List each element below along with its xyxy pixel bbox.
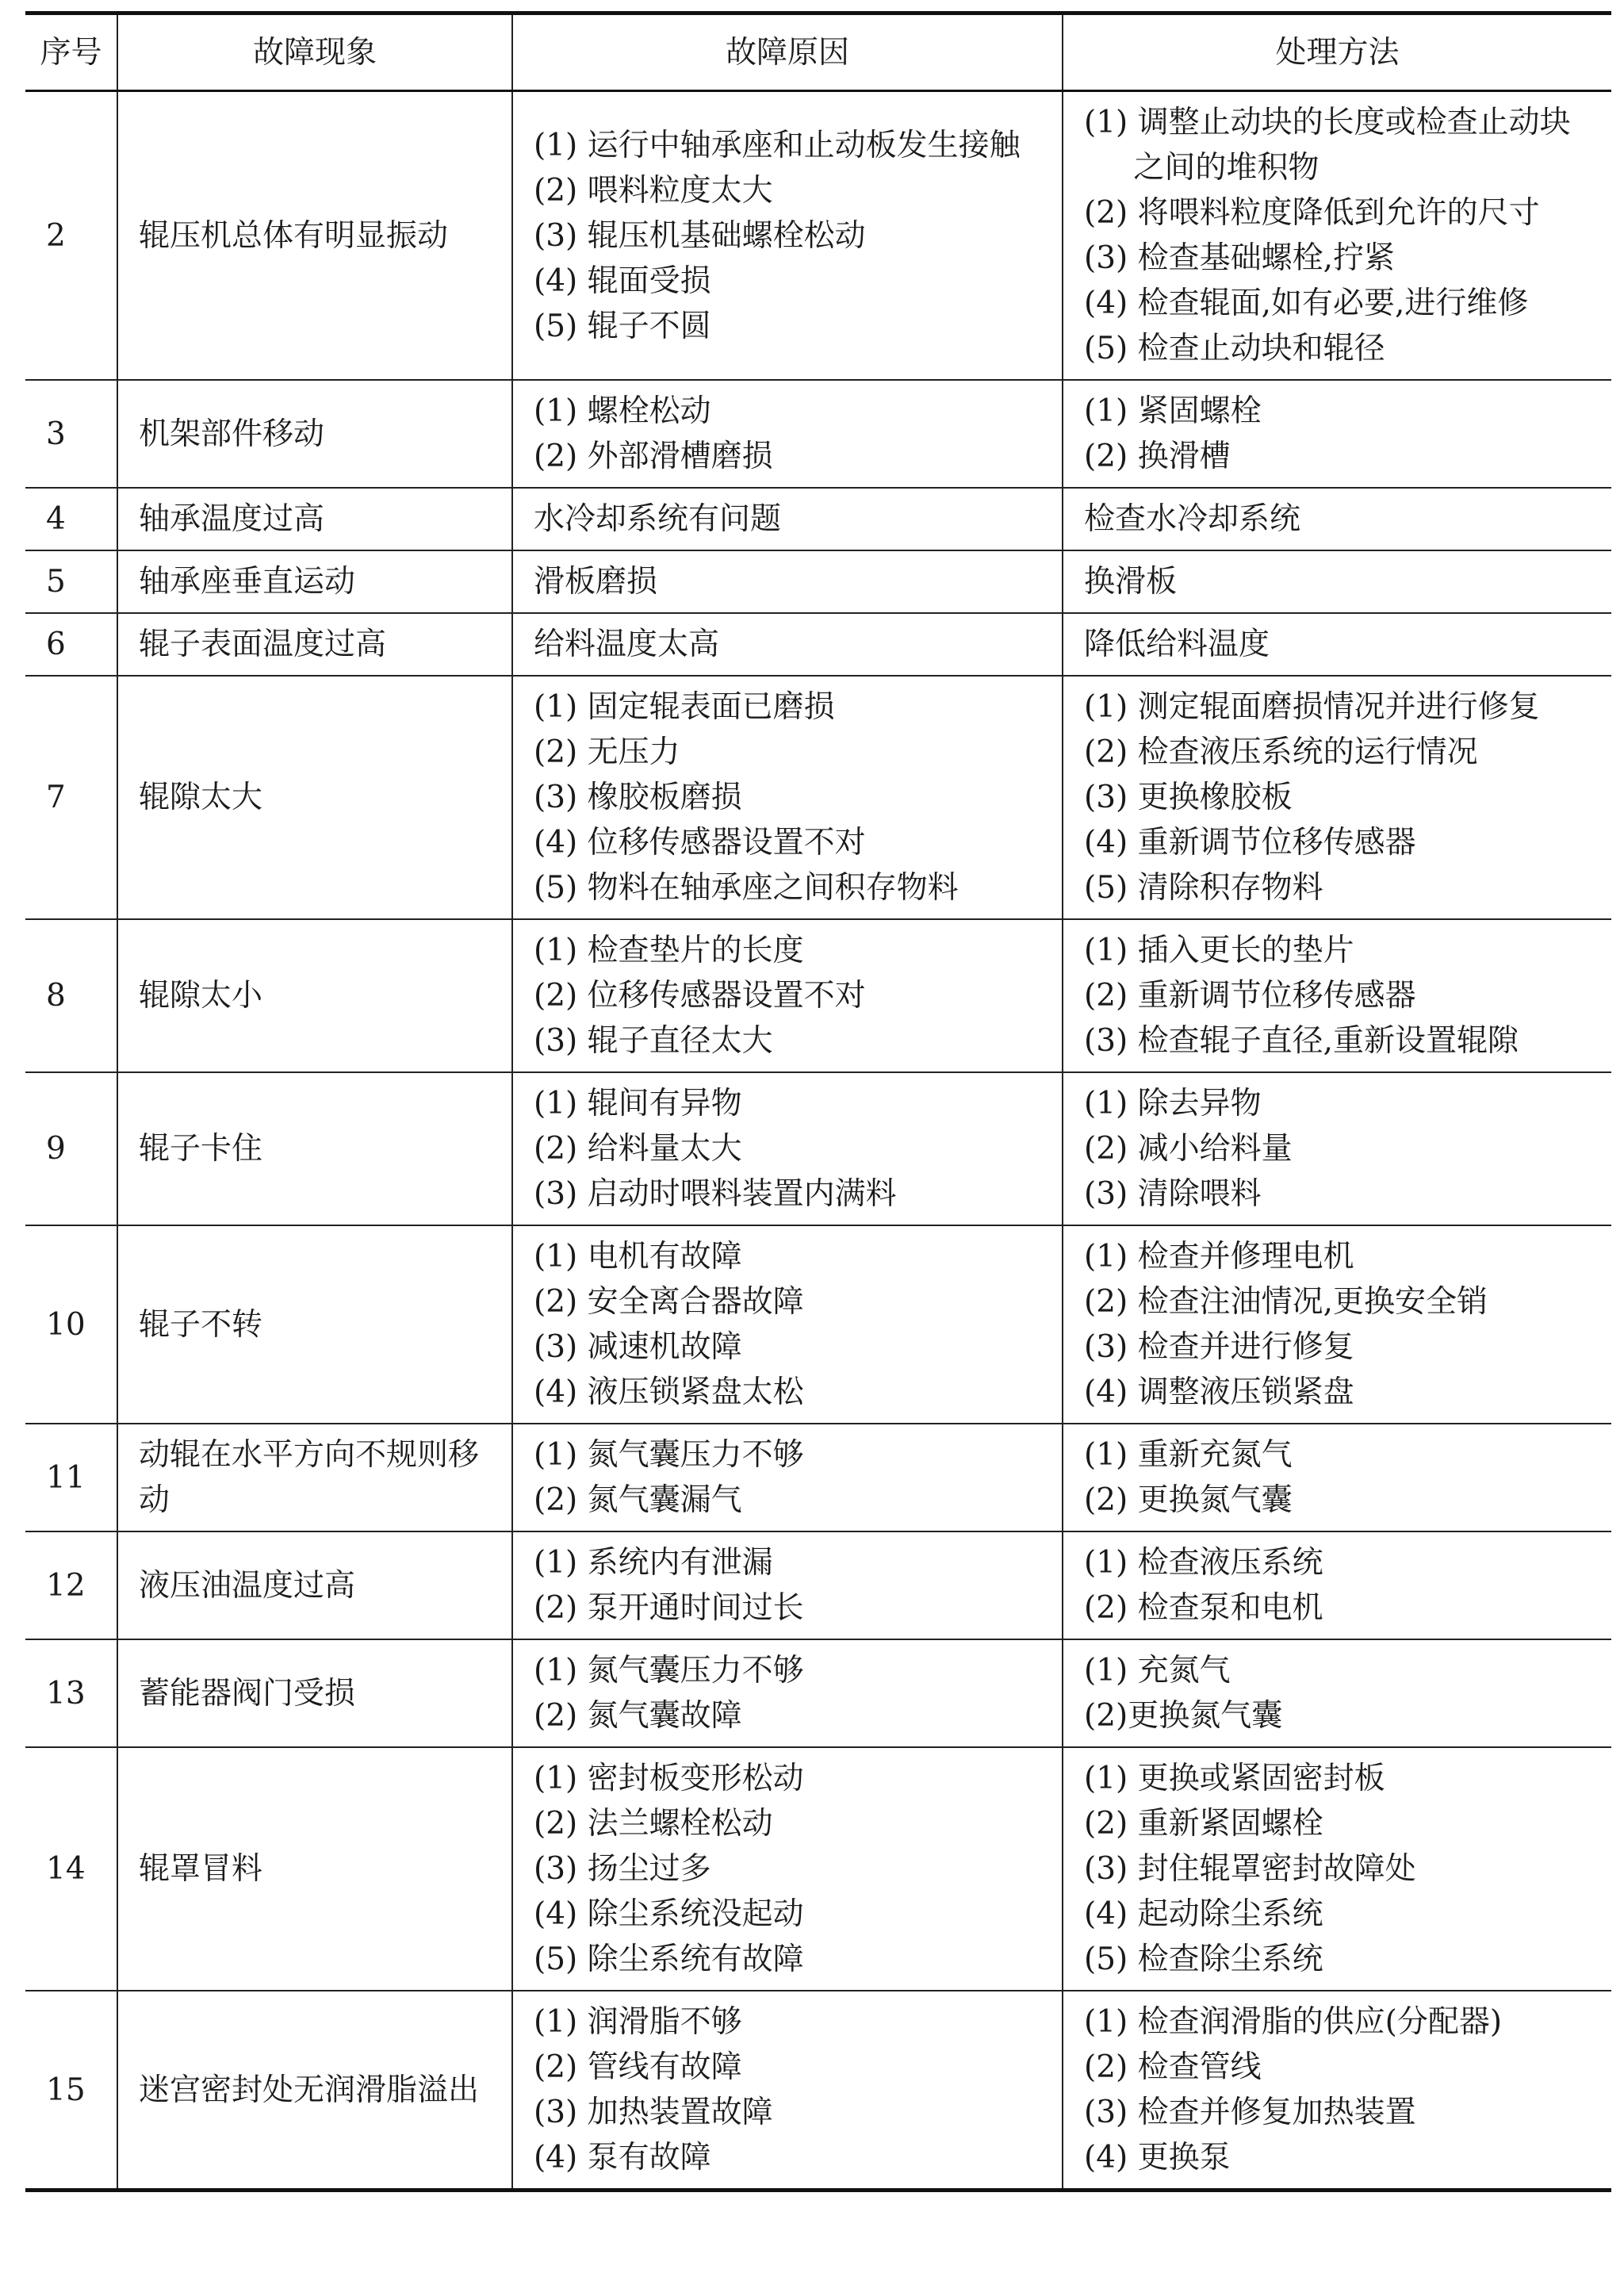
fault-cause-item: (1) 固定辊表面已磨损 <box>534 689 835 725</box>
fault-remedy-item: (1) 检查并修理电机 <box>1084 1239 1354 1275</box>
fault-cause-item: (3) 扬尘过多 <box>534 1851 711 1887</box>
fault-remedy-cell <box>1063 550 1611 613</box>
table-header <box>25 13 1611 91</box>
fault-cause-cell <box>512 1424 1063 1531</box>
fault-remedy-cell <box>1063 380 1611 488</box>
fault-remedy-cell <box>1063 1424 1611 1531</box>
fault-symptom-text: 迷宫密封处无润滑脂溢出 <box>139 2072 480 2108</box>
fault-remedy-item: (5) 清除积存物料 <box>1084 870 1323 906</box>
fault-symptom <box>117 380 512 488</box>
table-row <box>25 1072 1611 1225</box>
fault-remedy-item: (2) 将喂料粒度降低到允许的尺寸 <box>1084 195 1540 231</box>
fault-cause-cell <box>512 1225 1063 1424</box>
fault-cause-item: (4) 泵有故障 <box>534 2140 711 2175</box>
fault-remedy-item: (3) 封住辊罩密封故障处 <box>1084 1851 1416 1887</box>
table-row <box>25 91 1611 381</box>
fault-remedy-cell <box>1063 919 1611 1072</box>
fault-cause-item: (1) 电机有故障 <box>534 1239 742 1275</box>
header-row <box>25 13 1611 91</box>
table-row <box>25 1991 1611 2191</box>
fault-cause-item: (1) 氮气囊压力不够 <box>534 1437 804 1473</box>
fault-remedy-cell <box>1063 613 1611 676</box>
fault-cause-cell <box>512 1639 1063 1747</box>
fault-symptom-text: 辊子表面温度过高 <box>139 627 387 662</box>
fault-remedy-item: (2) 重新紧固螺栓 <box>1084 1806 1323 1842</box>
fault-cause-item: (1) 密封板变形松动 <box>534 1761 804 1796</box>
fault-symptom <box>117 1991 512 2191</box>
fault-remedy-item: (4) 调整液压锁紧盘 <box>1084 1374 1354 1410</box>
fault-remedy-item: (1) 检查润滑脂的供应(分配器) <box>1084 2004 1503 2040</box>
fault-remedy-item: (3) 检查基础螺栓,拧紧 <box>1084 240 1396 276</box>
fault-cause-item: (2) 喂料粒度太大 <box>534 172 773 209</box>
fault-symptom-text: 辊隙太大 <box>139 780 263 815</box>
fault-cause-item: (2) 安全离合器故障 <box>534 1284 804 1320</box>
table-row <box>25 613 1611 676</box>
row-number: 9 <box>25 1072 117 1225</box>
fault-cause-cell <box>512 91 1063 381</box>
header-symptom: 故障现象 <box>117 13 512 91</box>
fault-cause-item: (1) 螺栓松动 <box>534 393 711 429</box>
fault-cause-cell <box>512 1991 1063 2191</box>
fault-remedy-item: (3) 检查并修复加热装置 <box>1084 2095 1416 2130</box>
row-number: 6 <box>25 613 117 676</box>
fault-remedy-item: 降低给料温度 <box>1084 627 1270 662</box>
fault-symptom-text: 辊隙太小 <box>139 978 263 1014</box>
fault-cause-item: 给料温度太高 <box>534 627 720 662</box>
fault-cause-item: (3) 橡胶板磨损 <box>534 780 742 815</box>
fault-cause-item: (1) 系统内有泄漏 <box>534 1545 773 1581</box>
fault-remedy-item: (2) 检查泵和电机 <box>1084 1590 1323 1626</box>
fault-remedy-cell <box>1063 1531 1611 1639</box>
row-number: 14 <box>25 1747 117 1991</box>
fault-cause-cell <box>512 676 1063 919</box>
fault-remedy-item: (5) 检查止动块和辊径 <box>1084 331 1385 366</box>
fault-remedy-cell <box>1063 488 1611 550</box>
row-number: 8 <box>25 919 117 1072</box>
row-number: 15 <box>25 1991 117 2191</box>
fault-remedy-cell <box>1063 1072 1611 1225</box>
fault-cause-item: (3) 启动时喂料装置内满料 <box>534 1176 897 1212</box>
fault-cause-item: 水冷却系统有问题 <box>534 501 782 537</box>
fault-remedy-item: (2) 检查注油情况,更换安全销 <box>1084 1284 1488 1320</box>
header-cause: 故障原因 <box>512 13 1063 91</box>
fault-remedy-item: (3) 检查辊子直径,重新设置辊隙 <box>1084 1023 1519 1059</box>
fault-symptom <box>117 91 512 381</box>
header-remedy: 处理方法 <box>1063 13 1611 91</box>
fault-remedy-cell <box>1063 91 1611 381</box>
fault-symptom-text: 辊罩冒料 <box>139 1851 263 1887</box>
fault-remedy-item: (1) 更换或紧固密封板 <box>1084 1761 1385 1796</box>
fault-symptom-text: 动辊在水平方向不规则移动 <box>139 1437 480 1518</box>
fault-remedy-item: (2) 减小给料量 <box>1084 1131 1293 1167</box>
fault-cause-item: (3) 减速机故障 <box>534 1329 742 1365</box>
fault-symptom-text: 轴承座垂直运动 <box>139 564 356 600</box>
table-row <box>25 919 1611 1072</box>
fault-symptom <box>117 613 512 676</box>
fault-cause-item: (2) 管线有故障 <box>534 2049 742 2085</box>
fault-symptom-text: 液压油温度过高 <box>139 1567 356 1604</box>
fault-cause-item: (3) 辊压机基础螺栓松动 <box>534 217 866 254</box>
fault-symptom <box>117 1424 512 1531</box>
fault-cause-item: (4) 位移传感器设置不对 <box>534 825 866 861</box>
fault-remedy-item: 检查水冷却系统 <box>1084 501 1301 537</box>
fault-remedy-item: (4) 检查辊面,如有必要,进行维修 <box>1084 286 1529 321</box>
fault-cause-item: (2) 泵开通时间过长 <box>534 1590 804 1626</box>
fault-symptom-text: 辊压机总体有明显振动 <box>139 217 449 254</box>
fault-remedy-cell <box>1063 676 1611 919</box>
fault-remedy-item: (1) 紧固螺栓 <box>1084 393 1262 429</box>
fault-cause-item: (2) 氮气囊故障 <box>534 1698 742 1734</box>
fault-cause-cell <box>512 380 1063 488</box>
fault-remedy-item: (3) 更换橡胶板 <box>1084 780 1293 815</box>
row-number: 7 <box>25 676 117 919</box>
header-no: 序号 <box>25 13 117 91</box>
fault-cause-item: (3) 加热装置故障 <box>534 2095 773 2130</box>
fault-remedy-item: (4) 更换泵 <box>1084 2140 1231 2175</box>
fault-remedy-cell <box>1063 1639 1611 1747</box>
fault-symptom-text: 辊子不转 <box>139 1306 263 1343</box>
fault-cause-item: (4) 辊面受损 <box>534 263 711 299</box>
fault-cause-item: (2) 法兰螺栓松动 <box>534 1806 773 1842</box>
table-row <box>25 1639 1611 1747</box>
fault-symptom <box>117 919 512 1072</box>
fault-symptom-text: 机架部件移动 <box>139 416 325 452</box>
fault-remedy-item: (5) 检查除尘系统 <box>1084 1942 1323 1977</box>
fault-cause-item: (1) 运行中轴承座和止动板发生接触 <box>534 127 1021 163</box>
fault-symptom <box>117 1639 512 1747</box>
fault-cause-item: (5) 物料在轴承座之间积存物料 <box>534 870 959 906</box>
fault-remedy-item: (1) 插入更长的垫片 <box>1084 933 1354 968</box>
fault-remedy-cell <box>1063 1747 1611 1991</box>
fault-remedy-item: (3) 清除喂料 <box>1084 1176 1262 1212</box>
fault-cause-item: (5) 辊子不圆 <box>534 308 711 344</box>
fault-symptom-text: 轴承温度过高 <box>139 501 325 537</box>
fault-remedy-item: (1) 充氮气 <box>1084 1653 1231 1689</box>
row-number: 10 <box>25 1225 117 1424</box>
fault-symptom <box>117 1225 512 1424</box>
table-row <box>25 1531 1611 1639</box>
table-row <box>25 488 1611 550</box>
fault-remedy-item: (2)更换氮气囊 <box>1084 1698 1283 1734</box>
fault-remedy-item: 换滑板 <box>1084 564 1178 600</box>
fault-remedy-item: (2) 重新调节位移传感器 <box>1084 978 1416 1014</box>
fault-symptom-text: 辊子卡住 <box>139 1131 263 1167</box>
row-number: 13 <box>25 1639 117 1747</box>
fault-remedy-item: (1) 测定辊面磨损情况并进行修复 <box>1084 689 1540 725</box>
row-number: 4 <box>25 488 117 550</box>
fault-cause-item: (2) 给料量太大 <box>534 1131 742 1167</box>
fault-remedy-item: (1) 调整止动块的长度或检查止动块之间的堆积物 <box>1084 105 1571 186</box>
fault-cause-item: 滑板磨损 <box>534 564 658 600</box>
fault-cause-item: (2) 位移传感器设置不对 <box>534 978 866 1014</box>
fault-remedy-item: (2) 换滑槽 <box>1084 439 1231 474</box>
fault-cause-cell <box>512 1072 1063 1225</box>
fault-remedy-item: (1) 重新充氮气 <box>1084 1437 1293 1473</box>
table-row <box>25 676 1611 919</box>
fault-cause-item: (1) 检查垫片的长度 <box>534 933 804 968</box>
fault-symptom-text: 蓄能器阀门受损 <box>139 1675 356 1712</box>
fault-remedy-cell <box>1063 1225 1611 1424</box>
row-number: 11 <box>25 1424 117 1531</box>
fault-cause-cell <box>512 1747 1063 1991</box>
row-number: 5 <box>25 550 117 613</box>
fault-cause-item: (3) 辊子直径太大 <box>534 1023 773 1059</box>
fault-symptom <box>117 1531 512 1639</box>
table-row <box>25 1225 1611 1424</box>
fault-cause-cell <box>512 1531 1063 1639</box>
fault-cause-item: (1) 氮气囊压力不够 <box>534 1653 804 1689</box>
fault-cause-cell <box>512 919 1063 1072</box>
row-number: 3 <box>25 380 117 488</box>
table-row <box>25 1424 1611 1531</box>
fault-remedy-cell <box>1063 1991 1611 2191</box>
table-row <box>25 550 1611 613</box>
fault-table <box>25 11 1611 2192</box>
fault-cause-cell <box>512 550 1063 613</box>
table-row <box>25 1747 1611 1991</box>
fault-cause-item: (4) 除尘系统没起动 <box>534 1896 804 1932</box>
row-number: 2 <box>25 91 117 381</box>
fault-symptom <box>117 1072 512 1225</box>
fault-cause-item: (2) 无压力 <box>534 734 680 770</box>
fault-cause-item: (2) 外部滑槽磨损 <box>534 439 773 474</box>
fault-cause-cell <box>512 613 1063 676</box>
fault-symptom <box>117 676 512 919</box>
fault-remedy-item: (1) 除去异物 <box>1084 1086 1262 1121</box>
fault-cause-item: (1) 润滑脂不够 <box>534 2004 742 2040</box>
fault-remedy-item: (4) 起动除尘系统 <box>1084 1896 1323 1932</box>
fault-remedy-item: (1) 检查液压系统 <box>1084 1545 1323 1581</box>
fault-symptom <box>117 488 512 550</box>
fault-remedy-item: (2) 更换氮气囊 <box>1084 1482 1293 1518</box>
fault-cause-item: (5) 除尘系统有故障 <box>534 1942 804 1977</box>
fault-cause-item: (4) 液压锁紧盘太松 <box>534 1374 804 1410</box>
fault-remedy-item: (2) 检查管线 <box>1084 2049 1262 2085</box>
row-number: 12 <box>25 1531 117 1639</box>
fault-cause-item: (1) 辊间有异物 <box>534 1086 742 1121</box>
fault-remedy-item: (3) 检查并进行修复 <box>1084 1329 1354 1365</box>
fault-remedy-item: (4) 重新调节位移传感器 <box>1084 825 1416 861</box>
table-body <box>25 91 1611 2191</box>
fault-cause-item: (2) 氮气囊漏气 <box>534 1482 742 1518</box>
table-row <box>25 380 1611 488</box>
fault-symptom <box>117 1747 512 1991</box>
fault-symptom <box>117 550 512 613</box>
fault-cause-cell <box>512 488 1063 550</box>
fault-remedy-item: (2) 检查液压系统的运行情况 <box>1084 734 1478 770</box>
